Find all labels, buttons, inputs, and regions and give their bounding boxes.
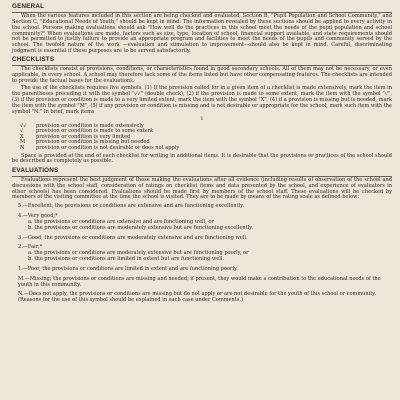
symbol-row — [20, 146, 392, 152]
checklists-paragraph-3: Space is provided at the end of each checklist for writing in additional items. It is desirable that the provisions or practices of the school should be described as completely as possible. — [12, 152, 392, 165]
rating-3: 3.—Good, the provisions or conditions are moderately extensive and are functioning well. — [18, 234, 248, 241]
evaluations-paragraph: Evaluations represent the best judgment of those making the evaluations after all evidence (including results of observation of the school and discussions with the school staff, consideration of ratings on checklist items and data presented by the school, and experience of evaluators in other schools) has been considered. Evaluations should be made first by members of the school staff. These evaluations will be checked by members of the visiting committee at the time the school is visited. They are to be made by means of the rating scale as defined below: — [12, 176, 392, 201]
symbol-meaning: provision or condition is made extensively — [36, 122, 144, 129]
evaluations-heading: EVALUATIONS — [12, 166, 59, 174]
rating-4-b: b. the provisions or conditions are moderately extensive but are functioning excellently. — [28, 224, 254, 231]
symbol: M — [20, 139, 26, 146]
symbol: X — [20, 133, 24, 140]
rating-1: 1.—Poor, the provisions or conditions are limited in extent and are functioning poorly. — [18, 265, 238, 272]
rating-n: N.—Does not apply, the provisions or conditions are missing but do not apply or are not desirable for the youth of this school or community. (Reasons for the use of this symbol should be explained in each case under Comments.) — [18, 291, 377, 304]
rating-scale — [18, 204, 392, 304]
general-heading: GENERAL — [12, 3, 45, 10]
rating-m: M.—Missing; the provisions or conditions are missing and needed; if present, they would make a contribution to the educational needs of the youth in this community. — [18, 275, 381, 288]
checklists-paragraph-2: The use of the checklists requires five symbols. (1) If the provision called for in a given item of a checklist is made extensively, mark the item in the parentheses preceding it with the symbol "√√" (double check), (2) if the provision is made to some extent, mark the item with the symbol "√", (3) if the provision or condition is made to a very limited extent, mark the item with the symbol "X", (4) if a provision is missing but is needed, mark the item with the symbol "M", (5) if any provision or condition is missing and is not desirable or appropriate for the school, mark such item with the symbol "N." In brief, mark items — [12, 85, 392, 115]
symbol: √ — [20, 128, 24, 135]
symbol-meaning: provision or condition is missing but needed — [36, 139, 150, 146]
general-paragraph: When the various features included in this section are being checked and evaluated, Section B, "Pupil Population and School Community," and Section C, "Educational Needs of Youth," should be kept in mind. The information revealed by these sections should be applied to every activity in the school. Persons making evaluations should ask "How well do the practices in this school meet the needs of the pupil population and school community?" When evaluations are made, factors such as size, type, location of school, financial support available, and state requirements should not be permitted to justify failure to provide an appropriate program and facilities to meet the needs of the pupils and community served by the school. The twofold nature of the work —evaluation and stimulation to improvement—should also be kept in mind. Careful, discriminating judgment is essential if these purposes are to be served satisfactorily. — [12, 13, 392, 55]
symbol-table — [20, 124, 392, 152]
symbol-meaning: provision or condition is made to some extent — [36, 128, 154, 135]
rating-2-b: b. the provisions or conditions are limited in extent but are functioning well. — [28, 256, 225, 263]
footnote-marker: 1 — [200, 116, 204, 123]
rating-5: 5.—Excellent, the provisions or conditions are extensive and are functioning excellently. — [18, 203, 244, 210]
rating-2: 2.—Fair;* — [18, 244, 43, 251]
symbol-meaning: provision or condition is very limited — [36, 133, 131, 140]
rating-4-a: a. the provisions or conditions are extensive and are functioning well, or — [28, 218, 214, 225]
symbol-meaning: provision or condition is not desirable or does not apply — [36, 145, 180, 152]
checklists-heading: CHECKLISTS — [12, 56, 55, 64]
symbol: √√ — [20, 122, 27, 129]
rating-2-a: a. the provisions or conditions are moderately extensive but are functioning poorly, or — [28, 250, 249, 257]
rating-4: 4.—Very good;* — [18, 213, 58, 220]
symbol: N — [20, 145, 25, 152]
checklists-paragraph-1: The checklists consist of provisions, conditions, or characteristics found in good secondary schools. All of them may not be necessary, or even applicable, in every school. A school may therefore lack some of the items listed but have other compensating features. The checklists are intended to provide the factual bases for the evaluations. — [12, 66, 392, 85]
